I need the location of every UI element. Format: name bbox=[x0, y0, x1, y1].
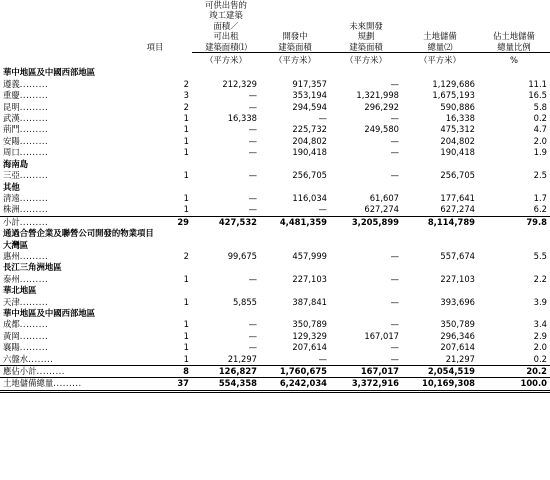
cell-a: — bbox=[248, 101, 257, 112]
cell-proj: 1 bbox=[183, 204, 189, 215]
cell-c: — bbox=[390, 113, 399, 124]
section-heading: 華北地區 bbox=[3, 285, 37, 296]
leader-dots: ......... bbox=[36, 366, 65, 376]
cell-a: — bbox=[248, 147, 257, 158]
city-name: 天津 bbox=[3, 296, 20, 307]
header-line: 竣工建築 bbox=[209, 10, 243, 21]
city-name: 昆明 bbox=[3, 101, 20, 112]
header-line: 佔土地儲備 bbox=[493, 31, 535, 42]
cell-e: 2.2 bbox=[533, 273, 547, 284]
row-label bbox=[0, 354, 118, 366]
cell-a: 126,827 bbox=[192, 366, 260, 378]
table-row bbox=[0, 319, 550, 330]
leader-dots: ......... bbox=[19, 135, 49, 146]
table-body bbox=[0, 67, 550, 391]
cell-b: 4,481,359 bbox=[260, 216, 330, 228]
row-label bbox=[0, 251, 118, 262]
city-name: 重慶 bbox=[3, 90, 20, 101]
cell-a: 5,855 bbox=[233, 296, 257, 307]
cell-c: 3,205,899 bbox=[330, 216, 402, 228]
row-label bbox=[0, 102, 118, 113]
cell-c: 167,017 bbox=[330, 366, 402, 378]
cell-d: 557,674 bbox=[440, 250, 475, 261]
city-name: 惠州 bbox=[3, 250, 20, 261]
table-row bbox=[0, 79, 550, 90]
cell-e: 1.9 bbox=[533, 147, 547, 158]
leader-dots: ......... bbox=[19, 124, 49, 135]
header-total-land-bank bbox=[402, 0, 478, 53]
header-unit-b: （平方米） bbox=[274, 55, 316, 66]
cell-c: 1,321,998 bbox=[356, 90, 399, 101]
cell-c: — bbox=[390, 250, 399, 261]
header-unit-pct: % bbox=[510, 55, 518, 66]
cell-d: 475,312 bbox=[440, 124, 475, 135]
subtotal-row bbox=[0, 366, 550, 378]
cell-e: 5.5 bbox=[533, 250, 547, 261]
leader-dots: ......... bbox=[19, 296, 49, 307]
row-label bbox=[0, 366, 118, 378]
cell-b: 129,329 bbox=[292, 330, 327, 341]
leader-dots: ......... bbox=[19, 78, 49, 89]
table-row bbox=[0, 342, 550, 353]
section-heading: 長江三角洲地區 bbox=[3, 262, 62, 273]
section-heading: 其他 bbox=[3, 181, 20, 192]
cell-d: 1,129,686 bbox=[432, 78, 475, 89]
cell-a: — bbox=[248, 192, 257, 203]
header-completed-gfa bbox=[192, 0, 260, 53]
section-heading: 華中地區及中國西部地區 bbox=[3, 67, 96, 78]
section-heading-row bbox=[0, 308, 550, 319]
cell-e: 1.7 bbox=[533, 192, 547, 203]
leader-dots: ......... bbox=[19, 273, 49, 284]
cell-b: — bbox=[318, 353, 327, 364]
cell-a: 99,675 bbox=[227, 250, 257, 261]
table-row bbox=[0, 193, 550, 204]
header-line: 建築面積 bbox=[349, 41, 383, 52]
cell-proj: 2 bbox=[183, 101, 189, 112]
section-heading-row bbox=[0, 262, 550, 273]
cell-c: 3,372,916 bbox=[330, 378, 402, 391]
cell-e: 100.0 bbox=[478, 378, 550, 391]
cell-b: 457,999 bbox=[292, 250, 327, 261]
table-row bbox=[0, 102, 550, 113]
cell-d: 2,054,519 bbox=[402, 366, 478, 378]
section-heading: 華中地區及中國西部地區 bbox=[3, 307, 96, 318]
row-label bbox=[0, 274, 118, 285]
cell-proj: 1 bbox=[183, 192, 189, 203]
cell-d: 296,346 bbox=[440, 330, 475, 341]
table-row bbox=[0, 251, 550, 262]
cell-e: 2.5 bbox=[533, 170, 547, 181]
cell-a: — bbox=[248, 170, 257, 181]
cell-b: 190,418 bbox=[292, 147, 327, 158]
header-future-development-gfa bbox=[330, 0, 402, 53]
leader-dots: ......... bbox=[19, 113, 49, 124]
table-row bbox=[0, 297, 550, 308]
leader-dots: ......... bbox=[53, 378, 82, 389]
header-line: 總量比例 bbox=[497, 41, 531, 52]
header-blank bbox=[0, 0, 118, 53]
cell-b: 227,103 bbox=[292, 273, 327, 284]
cell-a: — bbox=[248, 135, 257, 146]
cell-a: 554,358 bbox=[192, 378, 260, 391]
header-under-development-gfa bbox=[260, 0, 330, 53]
cell-proj: 1 bbox=[183, 273, 189, 284]
cell-proj: 1 bbox=[183, 135, 189, 146]
cell-b: 294,594 bbox=[292, 101, 327, 112]
cell-b: 225,732 bbox=[292, 124, 327, 135]
cell-proj: 1 bbox=[183, 353, 189, 364]
header-line: 建築面積⑴ bbox=[205, 41, 247, 52]
city-name: 應佔小計 bbox=[3, 366, 37, 376]
cell-a: — bbox=[248, 342, 257, 353]
city-name: 小計 bbox=[3, 216, 20, 227]
cell-c: 249,580 bbox=[364, 124, 399, 135]
cell-a: — bbox=[248, 90, 257, 101]
cell-b: — bbox=[318, 113, 327, 124]
cell-a: — bbox=[248, 124, 257, 135]
cell-b: 6,242,034 bbox=[260, 378, 330, 391]
leader-dots: ......... bbox=[19, 319, 49, 330]
city-name: 安陽 bbox=[3, 135, 20, 146]
cell-d: 190,418 bbox=[440, 147, 475, 158]
row-label bbox=[0, 297, 118, 308]
header-land-bank-percentage bbox=[478, 0, 550, 53]
cell-proj: 8 bbox=[118, 366, 192, 378]
cell-a: — bbox=[248, 273, 257, 284]
cell-c: — bbox=[390, 170, 399, 181]
cell-c: 167,017 bbox=[364, 330, 399, 341]
table-row bbox=[0, 204, 550, 216]
section-heading: 大灣區 bbox=[3, 239, 29, 250]
cell-proj: 1 bbox=[183, 170, 189, 181]
leader-dots: ........ bbox=[28, 353, 54, 364]
cell-d: 627,274 bbox=[440, 204, 475, 215]
cell-b: 353,194 bbox=[292, 90, 327, 101]
cell-b: — bbox=[318, 204, 327, 215]
city-name: 襄陽 bbox=[3, 342, 20, 353]
city-name: 成都 bbox=[3, 319, 20, 330]
table-row bbox=[0, 90, 550, 101]
cell-b: 387,841 bbox=[292, 296, 327, 307]
cell-e: 4.7 bbox=[533, 124, 547, 135]
row-label bbox=[0, 79, 118, 90]
header-project: 項目 bbox=[146, 42, 164, 53]
cell-d: 1,675,193 bbox=[432, 90, 475, 101]
leader-dots: ......... bbox=[19, 170, 49, 181]
subtotal-row bbox=[0, 216, 550, 228]
row-label bbox=[0, 90, 118, 101]
city-name: 清遠 bbox=[3, 192, 20, 203]
leader-dots: ......... bbox=[19, 342, 49, 353]
cell-e: 5.8 bbox=[533, 101, 547, 112]
row-label bbox=[0, 147, 118, 158]
header-line: 建築面積 bbox=[278, 41, 312, 52]
cell-proj: 3 bbox=[183, 90, 189, 101]
cell-e: 11.1 bbox=[528, 78, 547, 89]
section-heading-row bbox=[0, 159, 550, 170]
city-name: 周口 bbox=[3, 147, 20, 158]
cell-d: 227,103 bbox=[440, 273, 475, 284]
row-label bbox=[0, 216, 118, 228]
cell-e: 0.2 bbox=[533, 353, 547, 364]
cell-c: 627,274 bbox=[364, 204, 399, 215]
table-row bbox=[0, 147, 550, 158]
cell-c: — bbox=[390, 147, 399, 158]
cell-c: — bbox=[390, 273, 399, 284]
city-name: 株洲 bbox=[3, 204, 20, 215]
cell-c: — bbox=[390, 319, 399, 330]
cell-e: 16.5 bbox=[528, 90, 547, 101]
header-line: 總量⑵ bbox=[427, 41, 453, 52]
leader-dots: ......... bbox=[19, 90, 49, 101]
cell-e: 79.8 bbox=[478, 216, 550, 228]
cell-proj: 1 bbox=[183, 319, 189, 330]
section-heading-row bbox=[0, 182, 550, 193]
leader-dots: ......... bbox=[19, 250, 49, 261]
cell-d: 8,114,789 bbox=[402, 216, 478, 228]
cell-d: 16,338 bbox=[445, 113, 475, 124]
cell-proj: 1 bbox=[183, 124, 189, 135]
row-label bbox=[0, 331, 118, 342]
section-heading: 海南島 bbox=[3, 158, 29, 169]
leader-dots: ......... bbox=[19, 204, 49, 215]
table-row bbox=[0, 136, 550, 147]
table-row bbox=[0, 113, 550, 124]
city-name: 三亞 bbox=[3, 170, 20, 181]
header-unit-d: （平方米） bbox=[419, 55, 461, 66]
city-name: 武漢 bbox=[3, 113, 20, 124]
cell-e: 2.0 bbox=[533, 135, 547, 146]
section-heading-row bbox=[0, 228, 550, 239]
city-name: 荊門 bbox=[3, 124, 20, 135]
leader-dots: ......... bbox=[19, 192, 49, 203]
cell-proj: 1 bbox=[183, 342, 189, 353]
cell-proj: 37 bbox=[118, 378, 192, 391]
cell-proj: 1 bbox=[183, 296, 189, 307]
cell-a: — bbox=[248, 330, 257, 341]
header-line: 規劃 bbox=[357, 31, 375, 42]
header-line: 面積／ bbox=[213, 20, 239, 31]
cell-d: 590,886 bbox=[440, 101, 475, 112]
cell-proj: 29 bbox=[118, 216, 192, 228]
cell-proj: 1 bbox=[183, 113, 189, 124]
cell-d: 207,614 bbox=[440, 342, 475, 353]
table-row bbox=[0, 274, 550, 285]
city-name: 土地儲備總量 bbox=[3, 378, 54, 389]
header-unit-a: （平方米） bbox=[205, 55, 247, 66]
section-heading: 通過合營企業及聯營公司開發的物業項目 bbox=[3, 228, 154, 239]
cell-b: 350,789 bbox=[292, 319, 327, 330]
header-line: 可出租 bbox=[213, 31, 239, 42]
table-row bbox=[0, 170, 550, 181]
table-row bbox=[0, 331, 550, 342]
table-row bbox=[0, 354, 550, 366]
cell-c: — bbox=[390, 78, 399, 89]
cell-a: — bbox=[248, 204, 257, 215]
row-label bbox=[0, 136, 118, 147]
cell-d: 350,789 bbox=[440, 319, 475, 330]
cell-a: 16,338 bbox=[227, 113, 257, 124]
cell-c: 61,607 bbox=[369, 192, 399, 203]
cell-a: 427,532 bbox=[192, 216, 260, 228]
total-row bbox=[0, 378, 550, 391]
cell-e: 2.9 bbox=[533, 330, 547, 341]
cell-d: 177,641 bbox=[440, 192, 475, 203]
cell-c: — bbox=[390, 296, 399, 307]
cell-e: 0.2 bbox=[533, 113, 547, 124]
cell-b: 204,802 bbox=[292, 135, 327, 146]
header-line: 可供出售的 bbox=[205, 0, 247, 10]
cell-a: 21,297 bbox=[227, 353, 257, 364]
leader-dots: ......... bbox=[19, 147, 49, 158]
leader-dots: ......... bbox=[19, 101, 49, 112]
cell-a: 212,329 bbox=[222, 78, 257, 89]
section-heading-row bbox=[0, 240, 550, 251]
row-label bbox=[0, 113, 118, 124]
cell-e: 3.4 bbox=[533, 319, 547, 330]
header-line: 未來開發 bbox=[349, 20, 383, 31]
cell-e: 2.0 bbox=[533, 342, 547, 353]
cell-e: 6.2 bbox=[533, 204, 547, 215]
header-line: 開發中 bbox=[282, 31, 308, 42]
row-label bbox=[0, 378, 118, 391]
cell-b: 207,614 bbox=[292, 342, 327, 353]
table-header bbox=[0, 0, 550, 67]
city-name: 遵義 bbox=[3, 78, 20, 89]
cell-d: 204,802 bbox=[440, 135, 475, 146]
cell-b: 1,760,675 bbox=[260, 366, 330, 378]
leader-dots: ......... bbox=[19, 330, 49, 341]
section-heading-row bbox=[0, 285, 550, 296]
cell-proj: 1 bbox=[183, 147, 189, 158]
cell-e: 3.9 bbox=[533, 296, 547, 307]
cell-d: 256,705 bbox=[440, 170, 475, 181]
header-unit-c: （平方米） bbox=[345, 55, 387, 66]
row-label bbox=[0, 124, 118, 135]
cell-a: — bbox=[248, 319, 257, 330]
row-label bbox=[0, 170, 118, 181]
cell-proj: 2 bbox=[183, 250, 189, 261]
city-name: 黃岡 bbox=[3, 330, 20, 341]
cell-d: 393,696 bbox=[440, 296, 475, 307]
header-line: 土地儲備 bbox=[423, 31, 457, 42]
cell-b: 917,357 bbox=[292, 78, 327, 89]
row-label bbox=[0, 342, 118, 353]
city-name: 六盤水 bbox=[3, 353, 29, 364]
row-label bbox=[0, 204, 118, 216]
row-label bbox=[0, 319, 118, 330]
cell-c: 296,292 bbox=[364, 101, 399, 112]
table-row bbox=[0, 124, 550, 135]
cell-c: — bbox=[390, 342, 399, 353]
cell-proj: 2 bbox=[183, 78, 189, 89]
cell-e: 20.2 bbox=[478, 366, 550, 378]
cell-d: 10,169,308 bbox=[402, 378, 478, 391]
cell-c: — bbox=[390, 135, 399, 146]
leader-dots: ......... bbox=[19, 216, 49, 227]
row-label bbox=[0, 193, 118, 204]
city-name: 泰州 bbox=[3, 273, 20, 284]
cell-c: — bbox=[390, 353, 399, 364]
cell-b: 256,705 bbox=[292, 170, 327, 181]
cell-b: 116,034 bbox=[292, 192, 327, 203]
section-heading-row bbox=[0, 67, 550, 78]
cell-d: 21,297 bbox=[445, 353, 475, 364]
cell-proj: 1 bbox=[183, 330, 189, 341]
